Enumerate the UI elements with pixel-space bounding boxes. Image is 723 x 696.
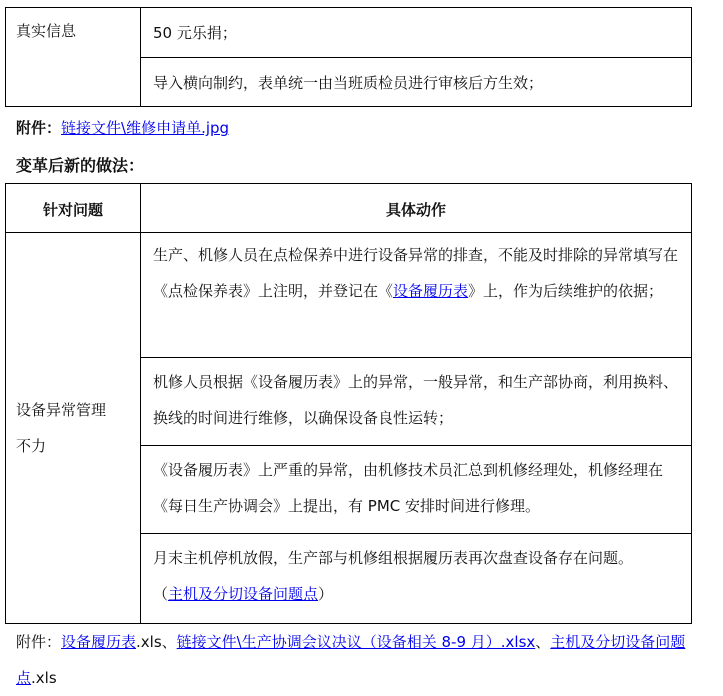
attachment-line-1 bbox=[16, 117, 229, 138]
issue-line-1: 设备异常管理 bbox=[16, 401, 107, 419]
action-row-2-text: 机修人员根据《设备履历表》上的异常，一般异常，和生产部协商，利用换料、换线的时间进行维修，以确保设备良性运转； bbox=[153, 373, 679, 427]
issue-cell bbox=[6, 233, 141, 624]
host-slitting-xls-link[interactable]: 主机及分切设备问题点 bbox=[16, 633, 686, 687]
action-row-4 bbox=[141, 534, 692, 624]
paren-close: ） bbox=[318, 585, 334, 603]
coordination-meeting-link[interactable]: 链接文件\生产协调会议决议（设备相关 8-9 月）.xlsx bbox=[176, 633, 536, 651]
action-row-1-part2: 》上，作为后续维护的依据； bbox=[468, 282, 664, 300]
equipment-history-link[interactable]: 设备履历表 bbox=[393, 282, 469, 300]
info-row-2 bbox=[141, 58, 692, 107]
action-row-4-text bbox=[153, 540, 683, 612]
header-issue-cell bbox=[6, 184, 141, 233]
header-issue: 针对问题 bbox=[42, 201, 103, 219]
issue-text bbox=[16, 392, 140, 464]
action-row-1-text bbox=[153, 237, 683, 309]
attachment-2-ext3: .xls bbox=[31, 669, 57, 687]
issue-line-2: 不力 bbox=[16, 437, 47, 455]
attachment-2-ext1: .xls、 bbox=[136, 633, 177, 651]
action-row-1-part1: 生产、机修人员在点检保养中进行设备异常的排查，不能及时排除的异常填写在《点检保养表》上注明，并登记在《 bbox=[153, 246, 679, 300]
info-table bbox=[5, 7, 692, 107]
info-row-1-text: 50 元乐捐； bbox=[153, 24, 237, 42]
section-title: 变革后新的做法： bbox=[16, 156, 145, 175]
attachment-line-2 bbox=[16, 624, 688, 696]
action-row-3-text: 《设备履历表》上严重的异常，由机修技术员汇总到机修经理处，机修经理在《每日生产协调会》上提出，有 PMC 安排时间进行修理。 bbox=[153, 461, 664, 515]
equipment-history-xls-link[interactable]: 设备履历表 bbox=[61, 633, 137, 651]
paren-open: （ bbox=[153, 585, 169, 603]
attachment-2-label: 附件： bbox=[16, 633, 62, 651]
repair-request-link[interactable]: 链接文件\维修申请单.jpg bbox=[61, 119, 230, 137]
attachment-2-sep: 、 bbox=[535, 633, 551, 651]
attachment-label: 附件： bbox=[16, 119, 62, 137]
host-slitting-issues-link[interactable]: 主机及分切设备问题点 bbox=[168, 585, 319, 603]
header-action-cell bbox=[141, 184, 692, 233]
info-label: 真实信息 bbox=[16, 22, 77, 40]
action-row-2 bbox=[141, 358, 692, 446]
info-label-cell bbox=[6, 8, 141, 107]
actions-table bbox=[5, 183, 692, 624]
action-row-1 bbox=[141, 233, 692, 358]
header-action: 具体动作 bbox=[385, 201, 446, 219]
action-row-3 bbox=[141, 446, 692, 534]
info-row-1 bbox=[141, 8, 692, 58]
action-row-4-main: 月末主机停机放假，生产部与机修组根据履历表再次盘查设备存在问题。 bbox=[153, 549, 634, 567]
info-row-2-text: 导入横向制约，表单统一由当班质检员进行审核后方生效； bbox=[153, 74, 544, 92]
